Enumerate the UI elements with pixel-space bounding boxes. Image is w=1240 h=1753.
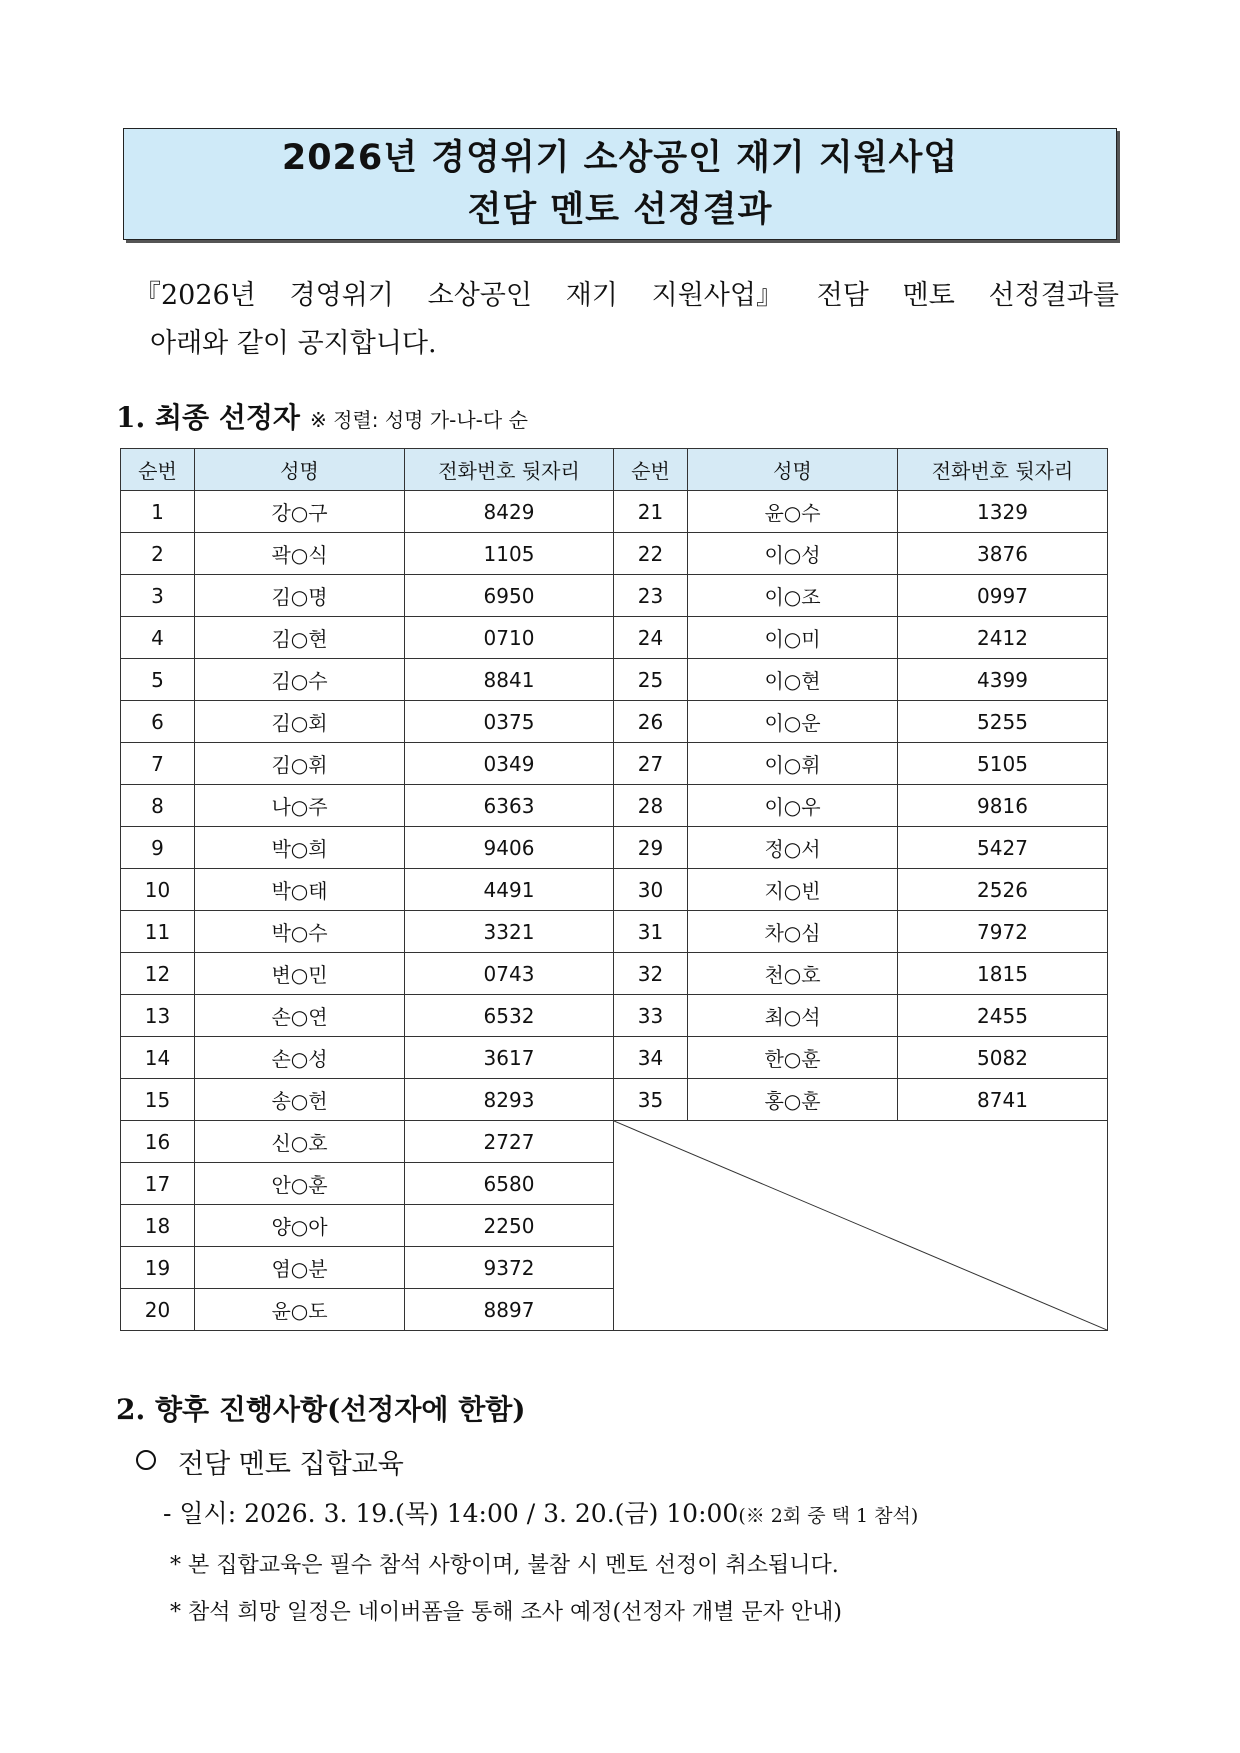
cell-no: 16 bbox=[121, 1121, 195, 1163]
cell-no: 5 bbox=[121, 659, 195, 701]
cell-name: 곽○식 bbox=[195, 533, 405, 575]
table-row bbox=[121, 827, 1108, 869]
cell-tel: 2455 bbox=[898, 995, 1108, 1037]
table-row bbox=[121, 1037, 1108, 1079]
table-row bbox=[121, 869, 1108, 911]
cell-tel: 3321 bbox=[405, 911, 614, 953]
cell-no: 10 bbox=[121, 869, 195, 911]
table-row bbox=[121, 953, 1108, 995]
cell-tel: 1105 bbox=[405, 533, 614, 575]
cell-tel: 2526 bbox=[898, 869, 1108, 911]
cell-no: 11 bbox=[121, 911, 195, 953]
cell-name: 염○분 bbox=[195, 1247, 405, 1289]
header-name: 성명 bbox=[195, 449, 405, 491]
cell-name: 안○훈 bbox=[195, 1163, 405, 1205]
cell-name: 김○수 bbox=[195, 659, 405, 701]
cell-name: 김○명 bbox=[195, 575, 405, 617]
cell-no: 13 bbox=[121, 995, 195, 1037]
cell-no: 18 bbox=[121, 1205, 195, 1247]
cell-name: 이○성 bbox=[688, 533, 898, 575]
intro-paragraph bbox=[134, 272, 1119, 368]
cell-tel: 6363 bbox=[405, 785, 614, 827]
cell-name: 한○훈 bbox=[688, 1037, 898, 1079]
empty-diagonal-cell bbox=[614, 1121, 1108, 1331]
bullet-item bbox=[136, 1442, 404, 1481]
intro-word: 지원사업』 bbox=[651, 280, 783, 311]
cell-name: 나○주 bbox=[195, 785, 405, 827]
header-name: 성명 bbox=[688, 449, 898, 491]
cell-name: 최○석 bbox=[688, 995, 898, 1037]
table-row bbox=[121, 533, 1108, 575]
cell-name: 지○빈 bbox=[688, 869, 898, 911]
cell-name: 송○헌 bbox=[195, 1079, 405, 1121]
cell-no: 9 bbox=[121, 827, 195, 869]
cell-no: 2 bbox=[121, 533, 195, 575]
cell-name: 이○현 bbox=[688, 659, 898, 701]
title-line-2: 전담 멘토 선정결과 bbox=[467, 190, 773, 230]
cell-no: 30 bbox=[614, 869, 688, 911]
table-row bbox=[121, 1079, 1108, 1121]
cell-tel: 1815 bbox=[898, 953, 1108, 995]
cell-name: 박○태 bbox=[195, 869, 405, 911]
cell-name: 이○조 bbox=[688, 575, 898, 617]
table-row bbox=[121, 785, 1108, 827]
cell-tel: 0743 bbox=[405, 953, 614, 995]
cell-tel: 1329 bbox=[898, 491, 1108, 533]
cell-no: 26 bbox=[614, 701, 688, 743]
schedule-note: (※ 2회 중 택 1 참석) bbox=[738, 1505, 919, 1527]
cell-name: 강○구 bbox=[195, 491, 405, 533]
table-row bbox=[121, 701, 1108, 743]
cell-no: 24 bbox=[614, 617, 688, 659]
table-row bbox=[121, 911, 1108, 953]
cell-tel: 5255 bbox=[898, 701, 1108, 743]
note-required-attendance: * 본 집합교육은 필수 참석 사항이며, 불참 시 멘토 선정이 취소됩니다. bbox=[170, 1553, 839, 1578]
cell-name: 이○미 bbox=[688, 617, 898, 659]
table-row bbox=[121, 995, 1108, 1037]
cell-no: 7 bbox=[121, 743, 195, 785]
intro-line-2: 아래와 같이 공지합니다. bbox=[150, 328, 437, 359]
cell-no: 1 bbox=[121, 491, 195, 533]
cell-name: 이○휘 bbox=[688, 743, 898, 785]
cell-tel: 9406 bbox=[405, 827, 614, 869]
intro-line-1 bbox=[134, 272, 1119, 320]
cell-no: 23 bbox=[614, 575, 688, 617]
intro-word: 재기 bbox=[565, 280, 618, 311]
cell-tel: 0349 bbox=[405, 743, 614, 785]
intro-word: 『2026년 bbox=[134, 280, 256, 311]
cell-name: 손○연 bbox=[195, 995, 405, 1037]
cell-no: 3 bbox=[121, 575, 195, 617]
cell-no: 6 bbox=[121, 701, 195, 743]
cell-name: 윤○수 bbox=[688, 491, 898, 533]
cell-no: 25 bbox=[614, 659, 688, 701]
header-no: 순번 bbox=[121, 449, 195, 491]
section-1-title: 1. 최종 선정자 bbox=[116, 401, 300, 434]
table-row bbox=[121, 491, 1108, 533]
cell-tel: 2412 bbox=[898, 617, 1108, 659]
cell-tel: 6950 bbox=[405, 575, 614, 617]
cell-tel: 7972 bbox=[898, 911, 1108, 953]
cell-name: 이○우 bbox=[688, 785, 898, 827]
intro-word: 선정결과를 bbox=[988, 280, 1119, 311]
cell-no: 12 bbox=[121, 953, 195, 995]
intro-word: 전담 bbox=[816, 280, 869, 311]
cell-tel: 8429 bbox=[405, 491, 614, 533]
selection-table bbox=[120, 448, 1108, 1331]
cell-tel: 2250 bbox=[405, 1205, 614, 1247]
section-1-heading bbox=[116, 396, 528, 436]
cell-tel: 6580 bbox=[405, 1163, 614, 1205]
cell-no: 19 bbox=[121, 1247, 195, 1289]
table-row bbox=[121, 743, 1108, 785]
cell-tel: 5427 bbox=[898, 827, 1108, 869]
cell-tel: 9816 bbox=[898, 785, 1108, 827]
cell-no: 33 bbox=[614, 995, 688, 1037]
cell-no: 14 bbox=[121, 1037, 195, 1079]
cell-tel: 6532 bbox=[405, 995, 614, 1037]
cell-tel: 5105 bbox=[898, 743, 1108, 785]
cell-tel: 8293 bbox=[405, 1079, 614, 1121]
cell-name: 박○희 bbox=[195, 827, 405, 869]
cell-tel: 8897 bbox=[405, 1289, 614, 1331]
table-row bbox=[121, 575, 1108, 617]
circle-bullet-icon bbox=[136, 1450, 156, 1470]
cell-tel: 9372 bbox=[405, 1247, 614, 1289]
intro-word: 멘토 bbox=[902, 280, 955, 311]
cell-name: 김○휘 bbox=[195, 743, 405, 785]
title-line-1: 2026년 경영위기 소상공인 재기 지원사업 bbox=[281, 138, 959, 178]
cell-name: 양○아 bbox=[195, 1205, 405, 1247]
cell-no: 21 bbox=[614, 491, 688, 533]
cell-name: 정○서 bbox=[688, 827, 898, 869]
cell-name: 손○성 bbox=[195, 1037, 405, 1079]
cell-no: 8 bbox=[121, 785, 195, 827]
cell-no: 28 bbox=[614, 785, 688, 827]
cell-tel: 3617 bbox=[405, 1037, 614, 1079]
cell-name: 천○호 bbox=[688, 953, 898, 995]
cell-no: 4 bbox=[121, 617, 195, 659]
cell-name: 이○운 bbox=[688, 701, 898, 743]
cell-no: 20 bbox=[121, 1289, 195, 1331]
header-no: 순번 bbox=[614, 449, 688, 491]
cell-tel: 0710 bbox=[405, 617, 614, 659]
cell-no: 34 bbox=[614, 1037, 688, 1079]
header-tel: 전화번호 뒷자리 bbox=[405, 449, 614, 491]
cell-name: 변○민 bbox=[195, 953, 405, 995]
header-tel: 전화번호 뒷자리 bbox=[898, 449, 1108, 491]
cell-tel: 2727 bbox=[405, 1121, 614, 1163]
cell-no: 27 bbox=[614, 743, 688, 785]
schedule-main: - 일시: 2026. 3. 19.(목) 14:00 / 3. 20.(금) 10:00 bbox=[163, 1499, 739, 1528]
intro-word: 소상공인 bbox=[427, 280, 532, 311]
cell-tel: 0375 bbox=[405, 701, 614, 743]
cell-tel: 4399 bbox=[898, 659, 1108, 701]
cell-no: 22 bbox=[614, 533, 688, 575]
table-row bbox=[121, 659, 1108, 701]
intro-word: 경영위기 bbox=[289, 280, 394, 311]
bullet-text: 전담 멘토 집합교육 bbox=[178, 1449, 404, 1480]
table-header-row bbox=[121, 449, 1108, 491]
cell-no: 17 bbox=[121, 1163, 195, 1205]
cell-no: 31 bbox=[614, 911, 688, 953]
table-row bbox=[121, 1121, 1108, 1163]
schedule-line bbox=[163, 1494, 918, 1530]
cell-name: 박○수 bbox=[195, 911, 405, 953]
cell-name: 홍○훈 bbox=[688, 1079, 898, 1121]
cell-no: 35 bbox=[614, 1079, 688, 1121]
cell-name: 신○호 bbox=[195, 1121, 405, 1163]
cell-tel: 4491 bbox=[405, 869, 614, 911]
cell-name: 김○회 bbox=[195, 701, 405, 743]
title-box bbox=[123, 128, 1117, 240]
cell-no: 29 bbox=[614, 827, 688, 869]
cell-no: 32 bbox=[614, 953, 688, 995]
section-2-heading: 2. 향후 진행사항(선정자에 한함) bbox=[116, 1393, 526, 1426]
cell-tel: 8841 bbox=[405, 659, 614, 701]
cell-name: 윤○도 bbox=[195, 1289, 405, 1331]
cell-tel: 3876 bbox=[898, 533, 1108, 575]
diagonal-line bbox=[614, 1121, 1107, 1330]
cell-no: 15 bbox=[121, 1079, 195, 1121]
cell-tel: 8741 bbox=[898, 1079, 1108, 1121]
sort-note: ※ 정렬: 성명 가-나-다 순 bbox=[309, 408, 528, 432]
cell-tel: 0997 bbox=[898, 575, 1108, 617]
cell-name: 김○현 bbox=[195, 617, 405, 659]
cell-name: 차○심 bbox=[688, 911, 898, 953]
cell-tel: 5082 bbox=[898, 1037, 1108, 1079]
table-row bbox=[121, 617, 1108, 659]
note-survey: * 참석 희망 일정은 네이버폼을 통해 조사 예정(선정자 개별 문자 안내) bbox=[170, 1600, 842, 1625]
